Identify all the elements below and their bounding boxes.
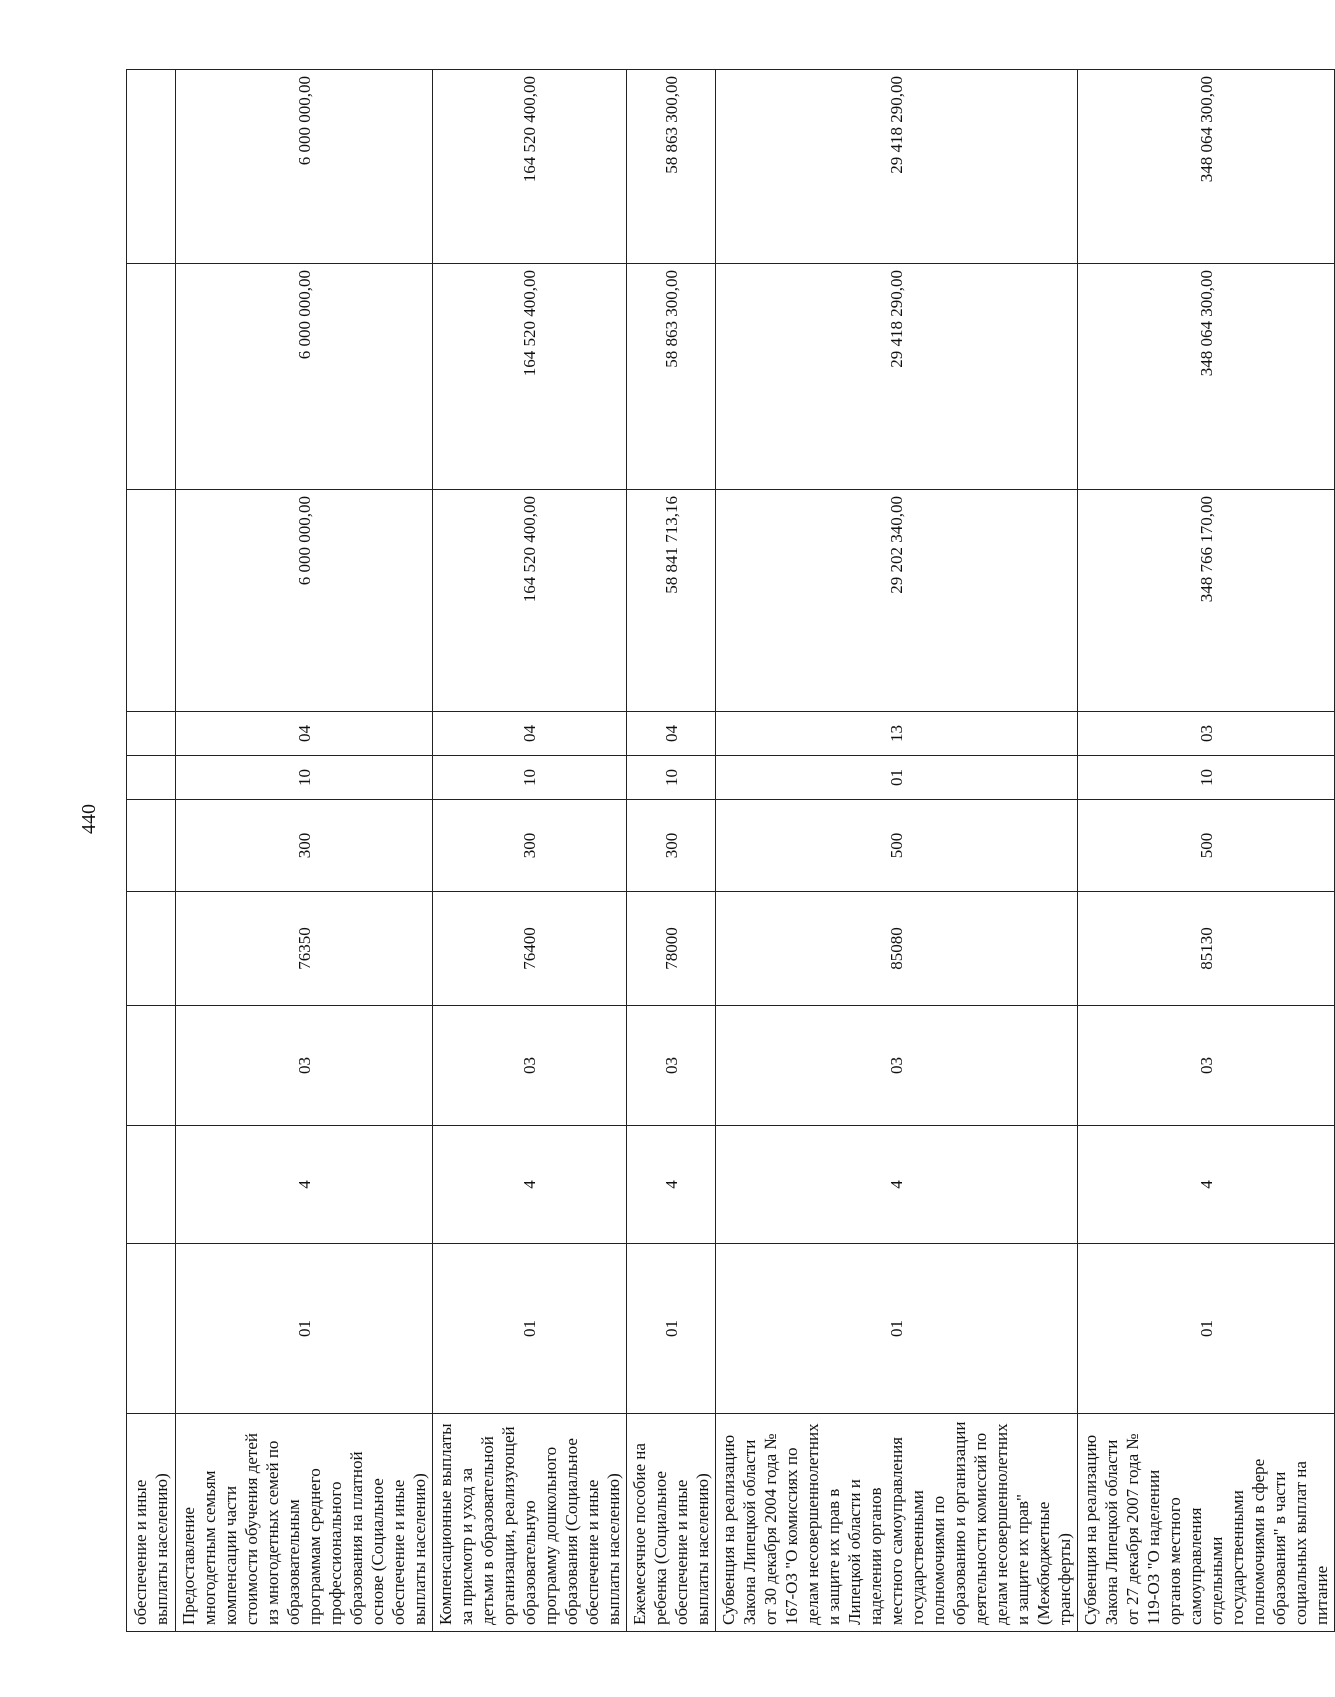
code-subprogram: 4 <box>716 1126 1078 1244</box>
section-code <box>127 756 176 800</box>
amount-year-3: 6 000 000,00 <box>176 70 433 264</box>
amount-year-2: 6 000 000,00 <box>176 264 433 490</box>
item-name: обеспечение и иные выплаты населению) <box>127 1414 176 1632</box>
item-name: Субвенция на реализацию Закона Липецкой области от 30 декабря 2004 года № 167-ОЗ "О комиссиях по делам несовершеннолетних и защите их прав в Липецкой области и наделении органов местного самоуправления государственными полномочиями по образованию и организации деятельности комиссий по делам несовершеннолетних и защите их прав" (Межбюджетные трансферты) <box>716 1414 1078 1632</box>
code-subprogram: 4 <box>176 1126 433 1244</box>
code-subprogram: 4 <box>433 1126 627 1244</box>
amount-year-3: 29 418 290,00 <box>716 70 1078 264</box>
code-activity <box>127 1006 176 1126</box>
code-activity: 03 <box>627 1006 716 1126</box>
item-name: Субвенция на реализацию Закона Липецкой области от 27 декабря 2007 года № 119-ОЗ "О наделении органов местного самоуправления отдельными государственными полномочиями в сфере образования" в части социальных выплат на питание <box>1078 1414 1335 1632</box>
item-name: Предоставление многодетным семьям компенсации части стоимости обучения детей из многодетных семей по образовательным программам среднего профессионального образования на платной основе (Социальное обеспечение и иные выплаты населению) <box>176 1414 433 1632</box>
amount-year-2: 164 520 400,00 <box>433 264 627 490</box>
item-name: Ежемесячное пособие на ребенка (Социальное обеспечение и иные выплаты населению) <box>627 1414 716 1632</box>
code-program <box>127 1244 176 1414</box>
code-direction <box>127 892 176 1006</box>
code-program: 01 <box>433 1244 627 1414</box>
table-row <box>433 70 627 1632</box>
code-activity: 03 <box>716 1006 1078 1126</box>
table-row <box>127 70 176 1632</box>
section-code: 01 <box>716 756 1078 800</box>
amount-year-2: 29 418 290,00 <box>716 264 1078 490</box>
code-activity: 03 <box>176 1006 433 1126</box>
amount-year-1: 6 000 000,00 <box>176 490 433 712</box>
code-direction: 76400 <box>433 892 627 1006</box>
expense-type: 300 <box>433 800 627 892</box>
table-row <box>627 70 716 1632</box>
page-number: 440 <box>78 804 100 834</box>
section-code: 10 <box>1078 756 1335 800</box>
expense-type: 500 <box>716 800 1078 892</box>
code-direction: 85080 <box>716 892 1078 1006</box>
subsection-code <box>127 712 176 756</box>
amount-year-3: 164 520 400,00 <box>433 70 627 264</box>
code-subprogram <box>127 1126 176 1244</box>
table-row <box>716 70 1078 1632</box>
expense-type: 300 <box>176 800 433 892</box>
budget-table <box>126 69 1335 1632</box>
section-code: 10 <box>627 756 716 800</box>
amount-year-2: 348 064 300,00 <box>1078 264 1335 490</box>
code-activity: 03 <box>1078 1006 1335 1126</box>
amount-year-1: 29 202 340,00 <box>716 490 1078 712</box>
code-subprogram: 4 <box>627 1126 716 1244</box>
rotated-table-container <box>126 70 1331 1632</box>
code-direction: 85130 <box>1078 892 1335 1006</box>
amount-year-1 <box>127 490 176 712</box>
expense-type: 300 <box>627 800 716 892</box>
code-subprogram: 4 <box>1078 1126 1335 1244</box>
table-row <box>1078 70 1335 1632</box>
amount-year-1: 348 766 170,00 <box>1078 490 1335 712</box>
amount-year-2: 58 863 300,00 <box>627 264 716 490</box>
amount-year-1: 164 520 400,00 <box>433 490 627 712</box>
subsection-code: 03 <box>1078 712 1335 756</box>
table-row <box>176 70 433 1632</box>
expense-type <box>127 800 176 892</box>
code-direction: 78000 <box>627 892 716 1006</box>
subsection-code: 04 <box>433 712 627 756</box>
subsection-code: 04 <box>627 712 716 756</box>
amount-year-3 <box>127 70 176 264</box>
subsection-code: 13 <box>716 712 1078 756</box>
code-program: 01 <box>627 1244 716 1414</box>
amount-year-3: 348 064 300,00 <box>1078 70 1335 264</box>
item-name: Компенсационные выплаты за присмотр и уход за детьми в образовательной организации, реализующей образовательную программу дошкольного образования (Социальное обеспечение и иные выплаты населению) <box>433 1414 627 1632</box>
code-program: 01 <box>176 1244 433 1414</box>
code-program: 01 <box>1078 1244 1335 1414</box>
amount-year-1: 58 841 713,16 <box>627 490 716 712</box>
amount-year-3: 58 863 300,00 <box>627 70 716 264</box>
code-activity: 03 <box>433 1006 627 1126</box>
code-program: 01 <box>716 1244 1078 1414</box>
section-code: 10 <box>433 756 627 800</box>
amount-year-2 <box>127 264 176 490</box>
code-direction: 76350 <box>176 892 433 1006</box>
expense-type: 500 <box>1078 800 1335 892</box>
section-code: 10 <box>176 756 433 800</box>
subsection-code: 04 <box>176 712 433 756</box>
